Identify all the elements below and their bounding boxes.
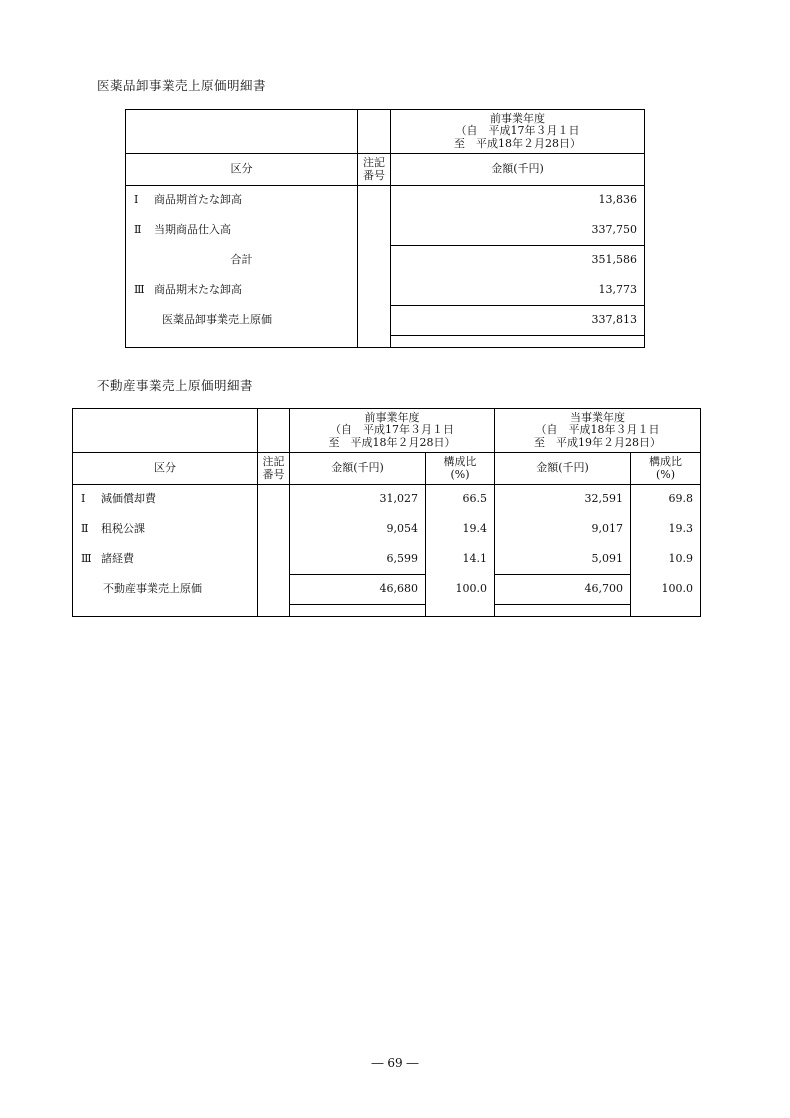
col-note: 注記 番号 bbox=[258, 453, 290, 485]
curr-ratio: 69.8 bbox=[631, 485, 701, 515]
wholesale-cost-table bbox=[125, 109, 645, 348]
page-number: ― 69 ― bbox=[371, 1056, 419, 1070]
curr-amount: 46,700 bbox=[495, 575, 631, 605]
col-prev-amount: 金額(千円) bbox=[290, 453, 426, 485]
table-row bbox=[126, 246, 645, 276]
curr-period-header: 当事業年度 （自 平成18年３月１日 至 平成19年２月28日） bbox=[495, 409, 701, 453]
row-amount: 337,750 bbox=[391, 216, 645, 246]
row-number: Ⅰ bbox=[81, 492, 86, 506]
row-label: 合計 bbox=[126, 246, 358, 276]
table-row bbox=[126, 186, 645, 216]
col-amount: 金額(千円) bbox=[391, 154, 645, 186]
col-category: 区分 bbox=[73, 453, 258, 485]
curr-amount: 9,017 bbox=[495, 515, 631, 545]
row-number: Ⅱ bbox=[81, 522, 89, 536]
col-prev-ratio: 構成比 (%) bbox=[426, 453, 495, 485]
period-header-row bbox=[126, 110, 645, 154]
row-label: 商品期首たな卸高 bbox=[154, 193, 242, 207]
row-number: Ⅰ bbox=[134, 193, 139, 207]
section1-title: 医薬品卸事業売上原価明細書 bbox=[97, 78, 267, 93]
table-row bbox=[73, 575, 701, 605]
col-curr-amount: 金額(千円) bbox=[495, 453, 631, 485]
col-category: 区分 bbox=[126, 154, 358, 186]
row-number: Ⅲ bbox=[81, 552, 92, 566]
curr-amount: 32,591 bbox=[495, 485, 631, 515]
prev-amount: 9,054 bbox=[290, 515, 426, 545]
table-row bbox=[73, 515, 701, 545]
prev-amount: 6,599 bbox=[290, 545, 426, 575]
table-row bbox=[126, 276, 645, 306]
prev-ratio: 19.4 bbox=[426, 515, 495, 545]
section2-title: 不動産事業売上原価明細書 bbox=[97, 378, 254, 393]
curr-ratio: 10.9 bbox=[631, 545, 701, 575]
row-label: 不動産事業売上原価 bbox=[73, 575, 258, 605]
row-label: 諸経費 bbox=[101, 552, 134, 566]
prev-period-header: 前事業年度 （自 平成17年３月１日 至 平成18年２月28日） bbox=[290, 409, 495, 453]
row-amount: 337,813 bbox=[391, 306, 645, 336]
curr-amount: 5,091 bbox=[495, 545, 631, 575]
prev-amount: 46,680 bbox=[290, 575, 426, 605]
row-label: 租税公課 bbox=[101, 522, 145, 536]
column-header-row bbox=[126, 154, 645, 186]
row-amount: 13,773 bbox=[391, 276, 645, 306]
row-label: 当期商品仕入高 bbox=[154, 223, 231, 237]
row-amount: 351,586 bbox=[391, 246, 645, 276]
curr-ratio: 19.3 bbox=[631, 515, 701, 545]
row-label: 商品期末たな卸高 bbox=[154, 283, 242, 297]
period-header-row bbox=[73, 409, 701, 453]
table-row bbox=[126, 216, 645, 246]
table-row bbox=[73, 485, 701, 515]
row-label: 医薬品卸事業売上原価 bbox=[126, 306, 358, 336]
prev-ratio: 14.1 bbox=[426, 545, 495, 575]
curr-ratio: 100.0 bbox=[631, 575, 701, 605]
col-curr-ratio: 構成比 (%) bbox=[631, 453, 701, 485]
real-estate-cost-table bbox=[72, 408, 701, 617]
column-header-row bbox=[73, 453, 701, 485]
prev-ratio: 66.5 bbox=[426, 485, 495, 515]
table-row bbox=[126, 306, 645, 336]
row-amount: 13,836 bbox=[391, 186, 645, 216]
col-note: 注記 番号 bbox=[358, 154, 391, 186]
table-row bbox=[73, 545, 701, 575]
prev-ratio: 100.0 bbox=[426, 575, 495, 605]
row-label: 減価償却費 bbox=[101, 492, 156, 506]
period-header: 前事業年度 （自 平成17年３月１日 至 平成18年２月28日） bbox=[391, 110, 645, 154]
prev-amount: 31,027 bbox=[290, 485, 426, 515]
row-number: Ⅱ bbox=[134, 223, 142, 237]
row-number: Ⅲ bbox=[134, 283, 145, 297]
